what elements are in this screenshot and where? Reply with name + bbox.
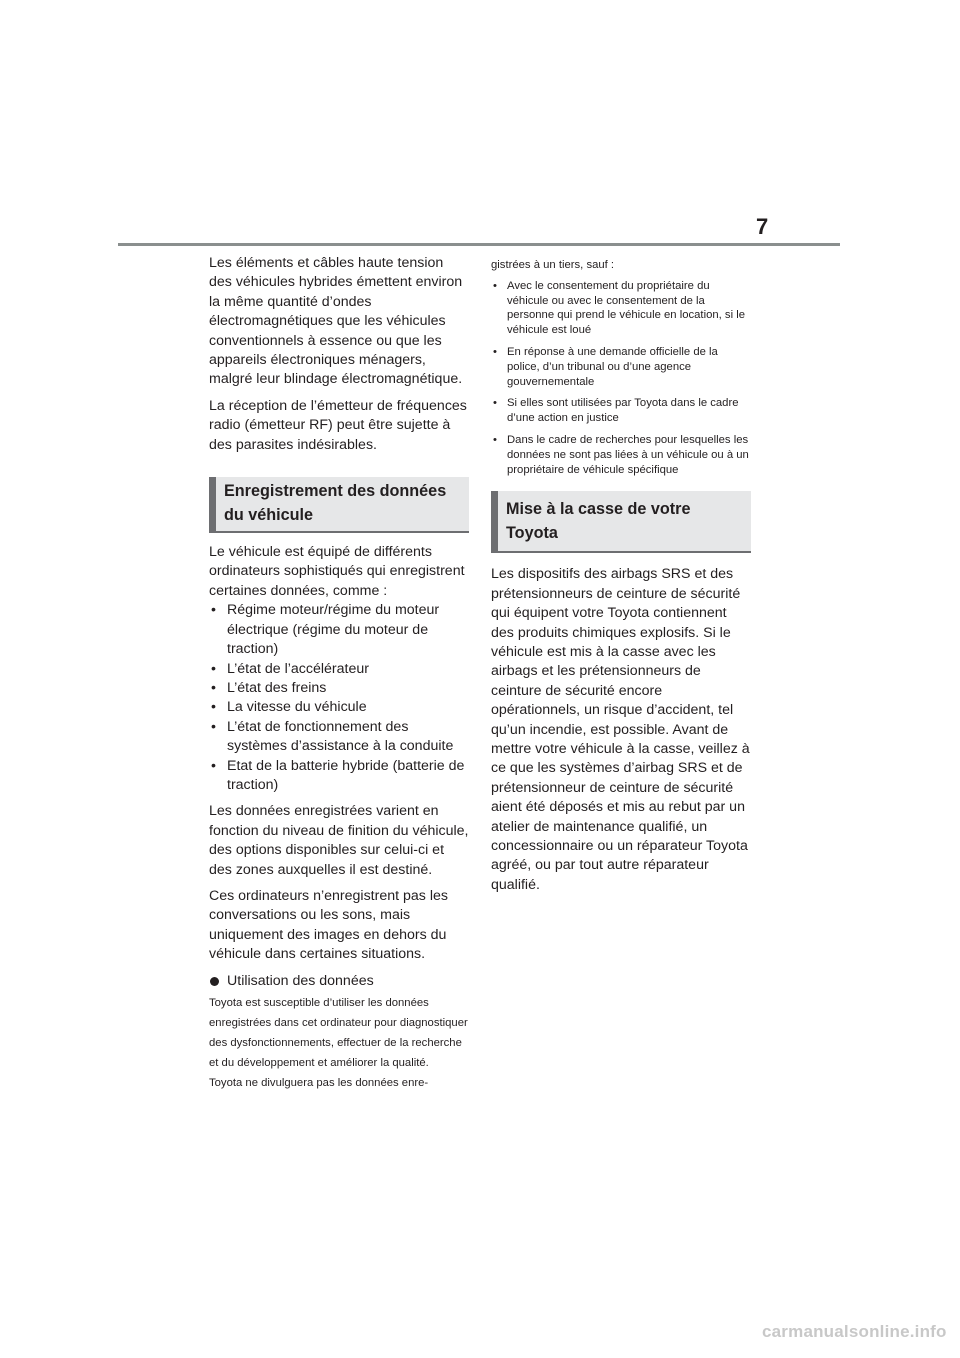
small-paragraph: Toyota ne divulguera pas les données enre- — [209, 1077, 429, 1089]
right-column — [491, 254, 751, 902]
list-item: • L’état de fonctionnement des systèmes d’assistance à la conduite — [209, 718, 469, 757]
left-column — [209, 254, 469, 1100]
watermark: carmanualsonline.info — [762, 1322, 947, 1341]
small-paragraph: Toyota est susceptible d’utiliser les données enregistrées dans cet ordinateur pour diagnostiquer des dysfonctionnements, effectuer de la recherche et du développement et améliorer la qualité. — [209, 997, 468, 1069]
list-item: • Si elles sont utilisées par Toyota dans le cadre d’une action en justice — [491, 396, 751, 426]
paragraph: La réception de l’émetteur de fréquences radio (émetteur RF) peut être sujette à des parasites indésirables. — [209, 397, 467, 453]
paragraph: Les dispositifs des airbags SRS et des prétensionneurs de ceinture de sécurité qui équipent votre Toyota contiennent des produits chimiques explosifs. Si le véhicule est mis à la casse avec les airbags et les prétensionneurs de ceinture de sécurité encore opérationnels, un risque d’accident, tel qu’un incendie, est possible. Avant de mettre votre véhicule à la casse, veillez à ce que les systèmes d’airbag SRS et de prétensionneur de ceinture de sécurité aient été déposés et mis au rebut par un atelier de maintenance qualifié, un concessionnaire ou un réparateur Toyota agréé, ou par tout autre réparateur qualifié. — [491, 566, 750, 893]
list-item: • Avec le consentement du propriétaire du véhicule ou avec le consentement de la personne qui prend le véhicule en location, si le véhicule est loué — [491, 279, 751, 338]
list-item: • Régime moteur/régime du moteur électrique (régime du moteur de traction) — [209, 601, 469, 659]
section-heading-data-recording: Enregistrement des données du véhicule — [209, 477, 469, 533]
disclosure-exceptions-list — [491, 279, 751, 478]
page-number: 7 — [756, 214, 769, 239]
list-item: • En réponse à une demande officielle de la police, d’un tribunal ou d’une agence gouvernementale — [491, 345, 751, 389]
list-item: • L’état de l’accélérateur — [209, 660, 469, 679]
paragraph: Le véhicule est équipé de différents ordinateurs sophistiqués qui enregistrent certaines données, comme : — [209, 544, 465, 599]
recorded-data-list — [209, 601, 469, 795]
small-paragraph: gistrées à un tiers, sauf : — [491, 259, 615, 271]
list-item: • L’état des freins — [209, 679, 469, 698]
paragraph: Ces ordinateurs n’enregistrent pas les conversations ou les sons, mais uniquement des images en dehors du véhicule dans certaines situations. — [209, 887, 448, 963]
section-heading-scrapping: Mise à la casse de votre Toyota — [491, 491, 751, 553]
paragraph: Les éléments et câbles haute tension des véhicules hybrides émettent environ la même quantité d’ondes électromagnétiques que les véhicules conventionnels à essence ou que les appareils électroniques ménagers, malgré leur blindage électromagnétique. — [209, 255, 463, 388]
subheading-data-usage: Utilisation des données — [209, 972, 469, 991]
list-item: • Etat de la batterie hybride (batterie de traction) — [209, 757, 469, 796]
header-rule — [118, 243, 840, 246]
list-item: • La vitesse du véhicule — [209, 698, 469, 717]
paragraph: Les données enregistrées varient en fonction du niveau de finition du véhicule, des options disponibles sur celui-ci et des zones auxquelles il est destiné. — [209, 803, 469, 878]
list-item: • Dans le cadre de recherches pour lesquelles les données ne sont pas liées à un véhicule ou à un propriétaire de véhicule spécifique — [491, 433, 751, 477]
